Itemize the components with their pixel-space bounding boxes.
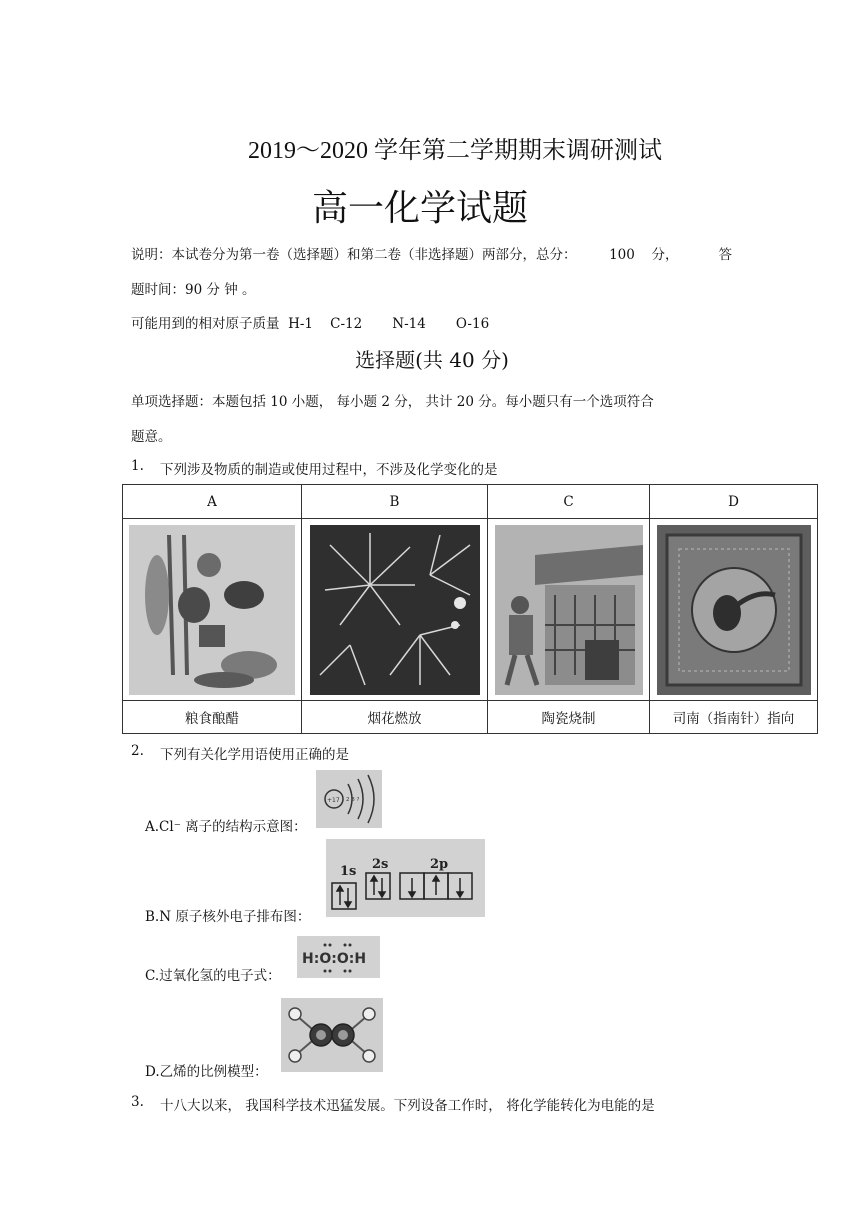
q1-caption-d: 司南（指南针）指向 [650,701,818,734]
score-unit: 分， [651,247,679,263]
section-title: 选择题(共 40 分) [355,348,509,372]
q2-stem: 下列有关化学用语使用正确的是 [160,747,349,763]
q1-header-a: A [123,485,302,519]
q1-options-table [122,484,818,734]
chloride-ion-diagram [316,770,382,828]
instructions-text: 说明：本试卷分为第一卷（选择题）和第二卷（非选择题）两部分，总分： [131,247,577,263]
nitrogen-orbital-diagram [326,839,485,917]
lewis-formula: H:O:O:H [302,951,367,967]
q2-number: 2. [131,743,144,759]
orbital-2s-label: 2s [372,857,389,872]
q1-header-b: B [302,485,488,519]
q1-number: 1. [131,458,144,474]
ceramic-firing-image [495,525,643,695]
q1-image-cell-c [488,519,650,701]
q1-image-cell-d [650,519,818,701]
total-score: 100 [609,247,635,263]
q1-header-c: C [488,485,650,519]
shell-labels: 2 8 ? [346,797,360,803]
q2-option-c: C.过氧化氢的电子式： [145,968,281,984]
q3-number: 3. [131,1094,144,1110]
section-desc-line1: 单项选择题：本题包括 10 小题， 每小题 2 分， 共计 20 分。每小题只有一个选项符合 [131,394,654,410]
q2-option-d: D.乙烯的比例模型： [145,1064,268,1080]
vinegar-brewing-image [129,525,295,695]
q2-option-a: A.Cl⁻ 离子的结构示意图： [145,819,307,835]
hydrogen-peroxide-lewis-diagram [297,936,380,978]
instructions-line2: 题时间：90 分 钟 。 [131,282,256,298]
subject-title: 高一化学试题 [311,188,528,229]
nucleus-label: +17 [327,797,340,804]
q1-stem: 下列涉及物质的制造或使用过程中，不涉及化学变化的是 [160,462,498,478]
q3-stem: 十八大以来， 我国科学技术迅猛发展。下列设备工作时， 将化学能转化为电能的是 [160,1098,655,1114]
section-desc-line2: 题意。 [131,429,172,445]
answer-text: 答 [718,247,732,263]
q1-image-cell-b [302,519,488,701]
orbital-1s-label: 1s [340,864,357,879]
q1-image-cell-a [123,519,302,701]
fireworks-image [310,525,480,695]
orbital-2p-label: 2p [430,857,449,872]
instructions-line1 [131,243,732,263]
q1-caption-b: 烟花燃放 [302,701,488,734]
q1-caption-c: 陶瓷烧制 [488,701,650,734]
atomic-mass-line: 可能用到的相对原子质量 H-1 C-12 N-14 O-16 [131,316,490,332]
q2-option-b: B.N 原子核外电子排布图： [145,909,311,925]
ethylene-model-diagram [281,998,383,1072]
q1-header-d: D [650,485,818,519]
q1-caption-a: 粮食酿醋 [123,701,302,734]
compass-sinan-image [657,525,811,695]
exam-title: 2019～2020 学年第二学期期末调研测试 [248,138,662,164]
